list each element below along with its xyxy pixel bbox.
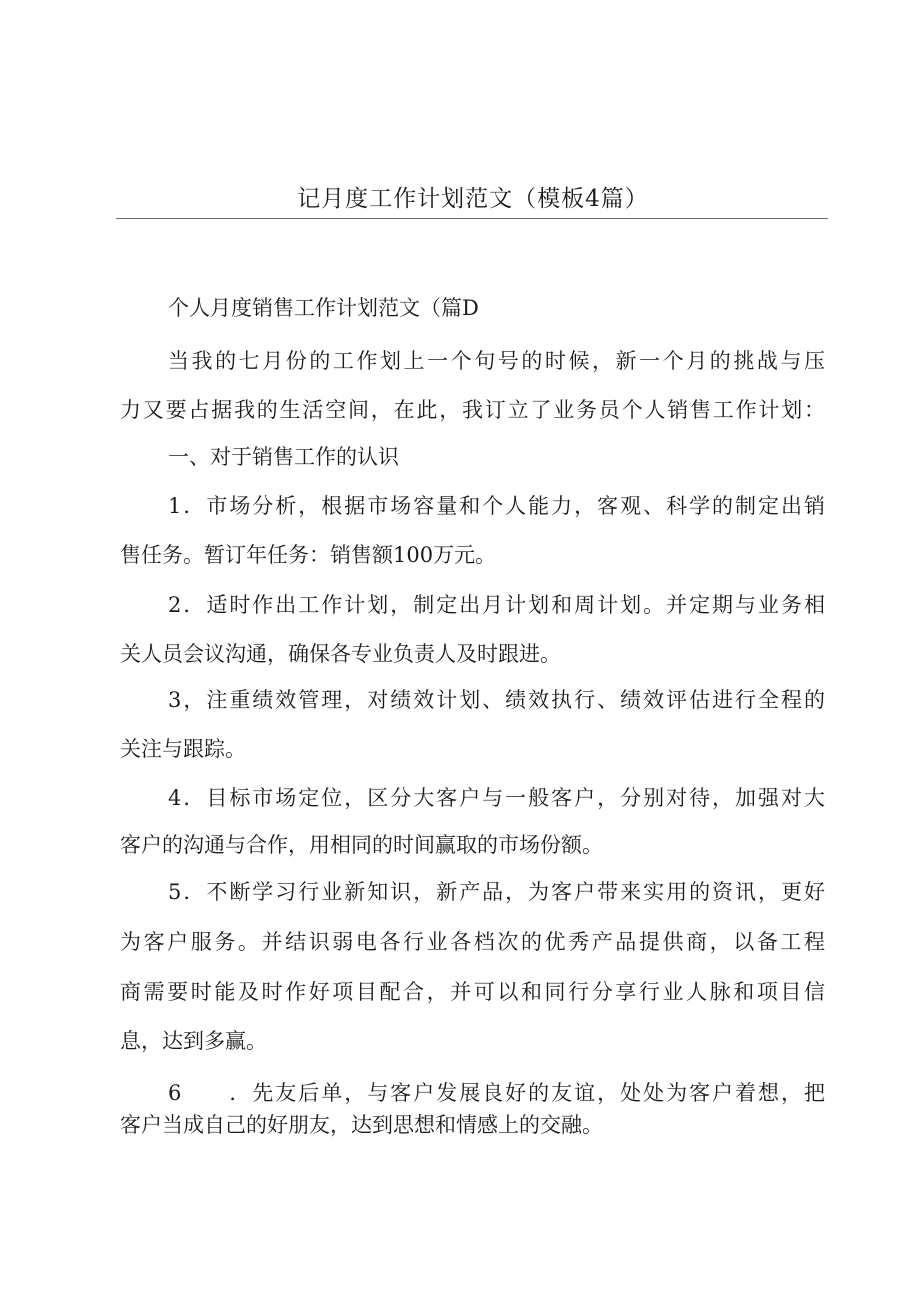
paragraph-line: 客户当成自己的好朋友，达到思想和情感上的交融。 (120, 1113, 603, 1137)
paragraph-line: 售任务。暂订年任务：销售额100万元。 (120, 543, 497, 567)
paragraph-line: 力又要占据我的生活空间，在此，我订立了业务员个人销售工作计划： (120, 398, 825, 422)
document-title: 记月度工作计划范文（模板4篇） (297, 186, 649, 212)
paragraph-line: 关人员会议沟通，确保各专业负责人及时跟进。 (120, 642, 561, 666)
title-underline (116, 218, 828, 219)
paragraph-line: 3，注重绩效管理，对绩效计划、绩效执行、绩效评估进行全程的 (168, 688, 825, 712)
paragraph-line: 6 ．先友后单，与客户发展良好的友谊，处处为客户着想，把 (168, 1081, 825, 1105)
paragraph-line: 息，达到多赢。 (120, 1029, 267, 1053)
paragraph-line: 1．市场分析，根据市场容量和个人能力，客观、科学的制定出销 (168, 494, 825, 518)
paragraph-line: 关注与跟踪。 (120, 737, 246, 761)
paragraph-line: 商需要时能及时作好项目配合，并可以和同行分享行业人脉和项目信 (120, 980, 825, 1004)
paragraph-line: 5．不断学习行业新知识，新产品，为客户带来实用的资讯，更好 (168, 880, 825, 904)
paragraph-line: 2．适时作出工作计划，制定出月计划和周计划。并定期与业务相 (168, 593, 825, 617)
paragraph-line: 为客户服务。并结识弱电各行业各档次的优秀产品提供商，以备工程 (120, 930, 825, 954)
paragraph-line: 当我的七月份的工作划上一个句号的时候，新一个月的挑战与压 (168, 349, 825, 373)
paragraph-line: 客户的沟通与合作，用相同的时间赢取的市场份额。 (120, 833, 603, 857)
subsection-heading: 一、对于销售工作的认识 (168, 445, 399, 469)
section-heading: 个人月度销售工作计划范文（篇D (168, 296, 479, 320)
paragraph-line: 4．目标市场定位，区分大客户与一般客户，分别对待，加强对大 (168, 786, 825, 810)
